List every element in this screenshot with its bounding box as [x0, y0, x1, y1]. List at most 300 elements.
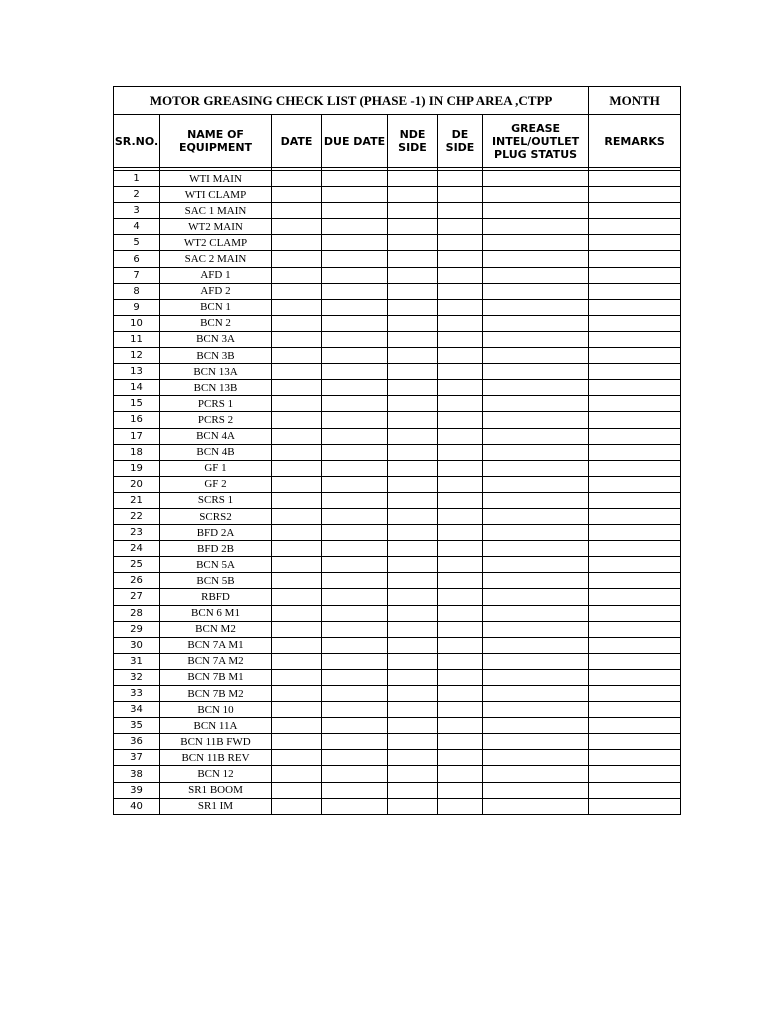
date-cell[interactable] — [272, 605, 322, 621]
remarks-cell[interactable] — [589, 412, 681, 428]
sr-no-cell: 26 — [114, 573, 160, 589]
due-date-cell[interactable] — [322, 219, 388, 235]
table-row — [114, 203, 681, 219]
nde-side-cell[interactable] — [388, 299, 438, 315]
equipment-name-cell: GF 2 — [160, 476, 272, 492]
due-date-cell[interactable] — [322, 782, 388, 798]
nde-side-cell[interactable] — [388, 187, 438, 203]
de-side-cell[interactable] — [438, 283, 483, 299]
due-date-cell[interactable] — [322, 525, 388, 541]
de-side-cell[interactable] — [438, 460, 483, 476]
date-cell[interactable] — [272, 171, 322, 187]
de-side-cell[interactable] — [438, 621, 483, 637]
equipment-name-cell: BCN 2 — [160, 315, 272, 331]
sr-no-cell: 20 — [114, 476, 160, 492]
de-side-cell[interactable] — [438, 428, 483, 444]
remarks-cell[interactable] — [589, 396, 681, 412]
due-date-cell[interactable] — [322, 653, 388, 669]
de-side-cell[interactable] — [438, 235, 483, 251]
de-side-cell[interactable] — [438, 412, 483, 428]
due-date-cell[interactable] — [322, 702, 388, 718]
table-row — [114, 171, 681, 187]
due-date-cell[interactable] — [322, 380, 388, 396]
de-side-cell[interactable] — [438, 267, 483, 283]
grease-status-cell[interactable] — [483, 203, 589, 219]
remarks-cell[interactable] — [589, 219, 681, 235]
equipment-name-cell: SR1 IM — [160, 798, 272, 814]
date-cell[interactable] — [272, 798, 322, 814]
equipment-name-cell: PCRS 2 — [160, 412, 272, 428]
grease-status-cell[interactable] — [483, 782, 589, 798]
remarks-cell[interactable] — [589, 541, 681, 557]
remarks-cell[interactable] — [589, 171, 681, 187]
remarks-cell[interactable] — [589, 203, 681, 219]
grease-status-cell[interactable] — [483, 718, 589, 734]
remarks-cell[interactable] — [589, 525, 681, 541]
date-cell[interactable] — [272, 525, 322, 541]
equipment-name-cell: GF 1 — [160, 460, 272, 476]
due-date-cell[interactable] — [322, 573, 388, 589]
table-row — [114, 653, 681, 669]
grease-status-cell[interactable] — [483, 299, 589, 315]
sr-no-cell: 34 — [114, 702, 160, 718]
due-date-cell[interactable] — [322, 283, 388, 299]
due-date-cell[interactable] — [322, 686, 388, 702]
due-date-cell[interactable] — [322, 476, 388, 492]
equipment-name-cell: BFD 2A — [160, 525, 272, 541]
equipment-name-cell: BCN 6 M1 — [160, 605, 272, 621]
remarks-cell[interactable] — [589, 621, 681, 637]
nde-side-cell[interactable] — [388, 702, 438, 718]
de-side-cell[interactable] — [438, 653, 483, 669]
date-cell[interactable] — [272, 219, 322, 235]
due-date-cell[interactable] — [322, 299, 388, 315]
grease-status-cell[interactable] — [483, 766, 589, 782]
nde-side-cell[interactable] — [388, 605, 438, 621]
nde-side-cell[interactable] — [388, 476, 438, 492]
de-side-cell[interactable] — [438, 589, 483, 605]
remarks-cell[interactable] — [589, 235, 681, 251]
grease-status-cell[interactable] — [483, 219, 589, 235]
remarks-cell[interactable] — [589, 380, 681, 396]
grease-status-cell[interactable] — [483, 283, 589, 299]
date-cell[interactable] — [272, 331, 322, 347]
grease-status-cell[interactable] — [483, 541, 589, 557]
date-cell[interactable] — [272, 750, 322, 766]
date-cell[interactable] — [272, 589, 322, 605]
grease-status-cell[interactable] — [483, 444, 589, 460]
date-cell[interactable] — [272, 492, 322, 508]
table-row — [114, 187, 681, 203]
de-side-cell[interactable] — [438, 444, 483, 460]
sr-no-cell: 22 — [114, 508, 160, 524]
due-date-cell[interactable] — [322, 508, 388, 524]
de-side-cell[interactable] — [438, 203, 483, 219]
grease-status-cell[interactable] — [483, 686, 589, 702]
date-cell[interactable] — [272, 380, 322, 396]
grease-status-cell[interactable] — [483, 460, 589, 476]
table-row — [114, 734, 681, 750]
table-row — [114, 380, 681, 396]
nde-side-cell[interactable] — [388, 171, 438, 187]
table-row — [114, 589, 681, 605]
nde-side-cell[interactable] — [388, 573, 438, 589]
de-side-cell[interactable] — [438, 750, 483, 766]
de-side-cell[interactable] — [438, 605, 483, 621]
remarks-cell[interactable] — [589, 798, 681, 814]
grease-status-cell[interactable] — [483, 589, 589, 605]
remarks-cell[interactable] — [589, 734, 681, 750]
nde-side-cell[interactable] — [388, 251, 438, 267]
date-cell[interactable] — [272, 573, 322, 589]
due-date-cell[interactable] — [322, 331, 388, 347]
nde-side-cell[interactable] — [388, 219, 438, 235]
date-cell[interactable] — [272, 460, 322, 476]
nde-side-cell[interactable] — [388, 589, 438, 605]
table-row — [114, 621, 681, 637]
due-date-cell[interactable] — [322, 315, 388, 331]
date-cell[interactable] — [272, 267, 322, 283]
date-cell[interactable] — [272, 412, 322, 428]
due-date-cell[interactable] — [322, 171, 388, 187]
remarks-cell[interactable] — [589, 187, 681, 203]
sr-no-cell: 15 — [114, 396, 160, 412]
nde-side-cell[interactable] — [388, 734, 438, 750]
grease-status-cell[interactable] — [483, 348, 589, 364]
date-cell[interactable] — [272, 203, 322, 219]
grease-status-cell[interactable] — [483, 605, 589, 621]
sr-no-cell: 2 — [114, 187, 160, 203]
grease-status-cell[interactable] — [483, 702, 589, 718]
grease-status-cell[interactable] — [483, 492, 589, 508]
remarks-cell[interactable] — [589, 605, 681, 621]
nde-side-cell[interactable] — [388, 492, 438, 508]
grease-status-cell[interactable] — [483, 428, 589, 444]
due-date-cell[interactable] — [322, 267, 388, 283]
date-cell[interactable] — [272, 621, 322, 637]
due-date-cell[interactable] — [322, 750, 388, 766]
de-side-cell[interactable] — [438, 702, 483, 718]
de-side-cell[interactable] — [438, 637, 483, 653]
equipment-name-cell: AFD 1 — [160, 267, 272, 283]
de-side-cell[interactable] — [438, 380, 483, 396]
grease-status-cell[interactable] — [483, 235, 589, 251]
de-side-cell[interactable] — [438, 331, 483, 347]
nde-side-cell[interactable] — [388, 686, 438, 702]
date-cell[interactable] — [272, 541, 322, 557]
table-row — [114, 508, 681, 524]
equipment-name-cell: BCN 11A — [160, 718, 272, 734]
nde-side-cell[interactable] — [388, 444, 438, 460]
date-cell[interactable] — [272, 396, 322, 412]
de-side-cell[interactable] — [438, 396, 483, 412]
due-date-cell[interactable] — [322, 637, 388, 653]
nde-side-cell[interactable] — [388, 331, 438, 347]
due-date-cell[interactable] — [322, 766, 388, 782]
date-cell[interactable] — [272, 557, 322, 573]
grease-status-cell[interactable] — [483, 251, 589, 267]
date-cell[interactable] — [272, 718, 322, 734]
remarks-cell[interactable] — [589, 476, 681, 492]
remarks-cell[interactable] — [589, 492, 681, 508]
de-side-cell[interactable] — [438, 686, 483, 702]
due-date-cell[interactable] — [322, 460, 388, 476]
table-row — [114, 702, 681, 718]
due-date-cell[interactable] — [322, 718, 388, 734]
grease-status-cell[interactable] — [483, 412, 589, 428]
remarks-cell[interactable] — [589, 782, 681, 798]
sr-no-cell: 28 — [114, 605, 160, 621]
date-cell[interactable] — [272, 348, 322, 364]
date-cell[interactable] — [272, 235, 322, 251]
nde-side-cell[interactable] — [388, 412, 438, 428]
date-cell[interactable] — [272, 299, 322, 315]
table-row — [114, 364, 681, 380]
grease-status-cell[interactable] — [483, 267, 589, 283]
table-row — [114, 718, 681, 734]
nde-side-cell[interactable] — [388, 428, 438, 444]
nde-side-cell[interactable] — [388, 621, 438, 637]
grease-status-cell[interactable] — [483, 508, 589, 524]
de-side-cell[interactable] — [438, 171, 483, 187]
month-label: MONTH — [589, 87, 681, 115]
de-side-cell[interactable] — [438, 299, 483, 315]
de-side-cell[interactable] — [438, 219, 483, 235]
due-date-cell[interactable] — [322, 798, 388, 814]
date-cell[interactable] — [272, 476, 322, 492]
grease-status-cell[interactable] — [483, 364, 589, 380]
nde-side-cell[interactable] — [388, 637, 438, 653]
sr-no-cell: 32 — [114, 669, 160, 685]
nde-side-cell[interactable] — [388, 235, 438, 251]
remarks-cell[interactable] — [589, 766, 681, 782]
nde-side-cell[interactable] — [388, 508, 438, 524]
equipment-name-cell: BCN 13A — [160, 364, 272, 380]
grease-status-cell[interactable] — [483, 171, 589, 187]
nde-side-cell[interactable] — [388, 267, 438, 283]
grease-status-cell[interactable] — [483, 525, 589, 541]
grease-status-cell[interactable] — [483, 750, 589, 766]
nde-side-cell[interactable] — [388, 460, 438, 476]
grease-status-cell[interactable] — [483, 380, 589, 396]
equipment-rows — [114, 171, 681, 815]
date-cell[interactable] — [272, 766, 322, 782]
nde-side-cell[interactable] — [388, 782, 438, 798]
equipment-name-cell: BCN 13B — [160, 380, 272, 396]
date-cell[interactable] — [272, 653, 322, 669]
remarks-cell[interactable] — [589, 364, 681, 380]
de-side-cell[interactable] — [438, 798, 483, 814]
date-cell[interactable] — [272, 444, 322, 460]
nde-side-cell[interactable] — [388, 750, 438, 766]
due-date-cell[interactable] — [322, 492, 388, 508]
grease-status-cell[interactable] — [483, 476, 589, 492]
equipment-name-cell: RBFD — [160, 589, 272, 605]
grease-status-cell[interactable] — [483, 187, 589, 203]
remarks-cell[interactable] — [589, 315, 681, 331]
sr-no-cell: 10 — [114, 315, 160, 331]
de-side-cell[interactable] — [438, 669, 483, 685]
grease-status-cell[interactable] — [483, 331, 589, 347]
table-row — [114, 525, 681, 541]
due-date-cell[interactable] — [322, 235, 388, 251]
de-side-cell[interactable] — [438, 525, 483, 541]
de-side-cell[interactable] — [438, 508, 483, 524]
de-side-cell[interactable] — [438, 476, 483, 492]
date-cell[interactable] — [272, 637, 322, 653]
grease-status-cell[interactable] — [483, 621, 589, 637]
remarks-cell[interactable] — [589, 508, 681, 524]
due-date-cell[interactable] — [322, 364, 388, 380]
header-due-date: DUE DATE — [322, 115, 388, 168]
nde-side-cell[interactable] — [388, 380, 438, 396]
header-date: DATE — [272, 115, 322, 168]
due-date-cell[interactable] — [322, 251, 388, 267]
table-row — [114, 219, 681, 235]
grease-status-cell[interactable] — [483, 669, 589, 685]
remarks-cell[interactable] — [589, 348, 681, 364]
table-row — [114, 444, 681, 460]
header-remarks: REMARKS — [589, 115, 681, 168]
de-side-cell[interactable] — [438, 782, 483, 798]
sr-no-cell: 19 — [114, 460, 160, 476]
due-date-cell[interactable] — [322, 589, 388, 605]
de-side-cell[interactable] — [438, 718, 483, 734]
de-side-cell[interactable] — [438, 364, 483, 380]
remarks-cell[interactable] — [589, 702, 681, 718]
date-cell[interactable] — [272, 187, 322, 203]
remarks-cell[interactable] — [589, 428, 681, 444]
remarks-cell[interactable] — [589, 283, 681, 299]
remarks-cell[interactable] — [589, 573, 681, 589]
table-row — [114, 573, 681, 589]
table-row — [114, 750, 681, 766]
due-date-cell[interactable] — [322, 669, 388, 685]
remarks-cell[interactable] — [589, 460, 681, 476]
grease-status-cell[interactable] — [483, 573, 589, 589]
equipment-name-cell: BCN 7B M1 — [160, 669, 272, 685]
grease-status-cell[interactable] — [483, 734, 589, 750]
due-date-cell[interactable] — [322, 412, 388, 428]
nde-side-cell[interactable] — [388, 348, 438, 364]
remarks-cell[interactable] — [589, 251, 681, 267]
grease-status-cell[interactable] — [483, 798, 589, 814]
due-date-cell[interactable] — [322, 605, 388, 621]
equipment-name-cell: BCN 11B FWD — [160, 734, 272, 750]
remarks-cell[interactable] — [589, 557, 681, 573]
equipment-name-cell: BCN 7A M2 — [160, 653, 272, 669]
nde-side-cell[interactable] — [388, 525, 438, 541]
due-date-cell[interactable] — [322, 203, 388, 219]
nde-side-cell[interactable] — [388, 283, 438, 299]
grease-status-cell[interactable] — [483, 653, 589, 669]
nde-side-cell[interactable] — [388, 203, 438, 219]
nde-side-cell[interactable] — [388, 364, 438, 380]
date-cell[interactable] — [272, 686, 322, 702]
equipment-name-cell: WT2 MAIN — [160, 219, 272, 235]
nde-side-cell[interactable] — [388, 766, 438, 782]
de-side-cell[interactable] — [438, 251, 483, 267]
nde-side-cell[interactable] — [388, 798, 438, 814]
table-row — [114, 331, 681, 347]
de-side-cell[interactable] — [438, 557, 483, 573]
nde-side-cell[interactable] — [388, 315, 438, 331]
due-date-cell[interactable] — [322, 348, 388, 364]
table-row — [114, 782, 681, 798]
date-cell[interactable] — [272, 669, 322, 685]
de-side-cell[interactable] — [438, 348, 483, 364]
de-side-cell[interactable] — [438, 541, 483, 557]
remarks-cell[interactable] — [589, 444, 681, 460]
due-date-cell[interactable] — [322, 557, 388, 573]
nde-side-cell[interactable] — [388, 396, 438, 412]
equipment-name-cell: BCN 10 — [160, 702, 272, 718]
remarks-cell[interactable] — [589, 331, 681, 347]
sr-no-cell: 8 — [114, 283, 160, 299]
grease-status-cell[interactable] — [483, 315, 589, 331]
nde-side-cell[interactable] — [388, 541, 438, 557]
date-cell[interactable] — [272, 782, 322, 798]
date-cell[interactable] — [272, 508, 322, 524]
due-date-cell[interactable] — [322, 187, 388, 203]
remarks-cell[interactable] — [589, 267, 681, 283]
de-side-cell[interactable] — [438, 187, 483, 203]
due-date-cell[interactable] — [322, 396, 388, 412]
grease-status-cell[interactable] — [483, 396, 589, 412]
due-date-cell[interactable] — [322, 621, 388, 637]
nde-side-cell[interactable] — [388, 669, 438, 685]
de-side-cell[interactable] — [438, 766, 483, 782]
due-date-cell[interactable] — [322, 541, 388, 557]
date-cell[interactable] — [272, 315, 322, 331]
nde-side-cell[interactable] — [388, 718, 438, 734]
remarks-cell[interactable] — [589, 669, 681, 685]
grease-status-cell[interactable] — [483, 557, 589, 573]
de-side-cell[interactable] — [438, 573, 483, 589]
due-date-cell[interactable] — [322, 428, 388, 444]
remarks-cell[interactable] — [589, 299, 681, 315]
de-side-cell[interactable] — [438, 315, 483, 331]
table-row — [114, 283, 681, 299]
date-cell[interactable] — [272, 428, 322, 444]
due-date-cell[interactable] — [322, 734, 388, 750]
remarks-cell[interactable] — [589, 718, 681, 734]
sr-no-cell: 5 — [114, 235, 160, 251]
date-cell[interactable] — [272, 364, 322, 380]
de-side-cell[interactable] — [438, 492, 483, 508]
equipment-name-cell: BCN 5A — [160, 557, 272, 573]
de-side-cell[interactable] — [438, 734, 483, 750]
date-cell[interactable] — [272, 702, 322, 718]
table-row — [114, 798, 681, 814]
remarks-cell[interactable] — [589, 589, 681, 605]
date-cell[interactable] — [272, 734, 322, 750]
date-cell[interactable] — [272, 283, 322, 299]
remarks-cell[interactable] — [589, 686, 681, 702]
sr-no-cell: 31 — [114, 653, 160, 669]
sr-no-cell: 6 — [114, 251, 160, 267]
nde-side-cell[interactable] — [388, 557, 438, 573]
remarks-cell[interactable] — [589, 637, 681, 653]
remarks-cell[interactable] — [589, 653, 681, 669]
nde-side-cell[interactable] — [388, 653, 438, 669]
table-row — [114, 766, 681, 782]
grease-status-cell[interactable] — [483, 637, 589, 653]
date-cell[interactable] — [272, 251, 322, 267]
sr-no-cell: 7 — [114, 267, 160, 283]
due-date-cell[interactable] — [322, 444, 388, 460]
remarks-cell[interactable] — [589, 750, 681, 766]
